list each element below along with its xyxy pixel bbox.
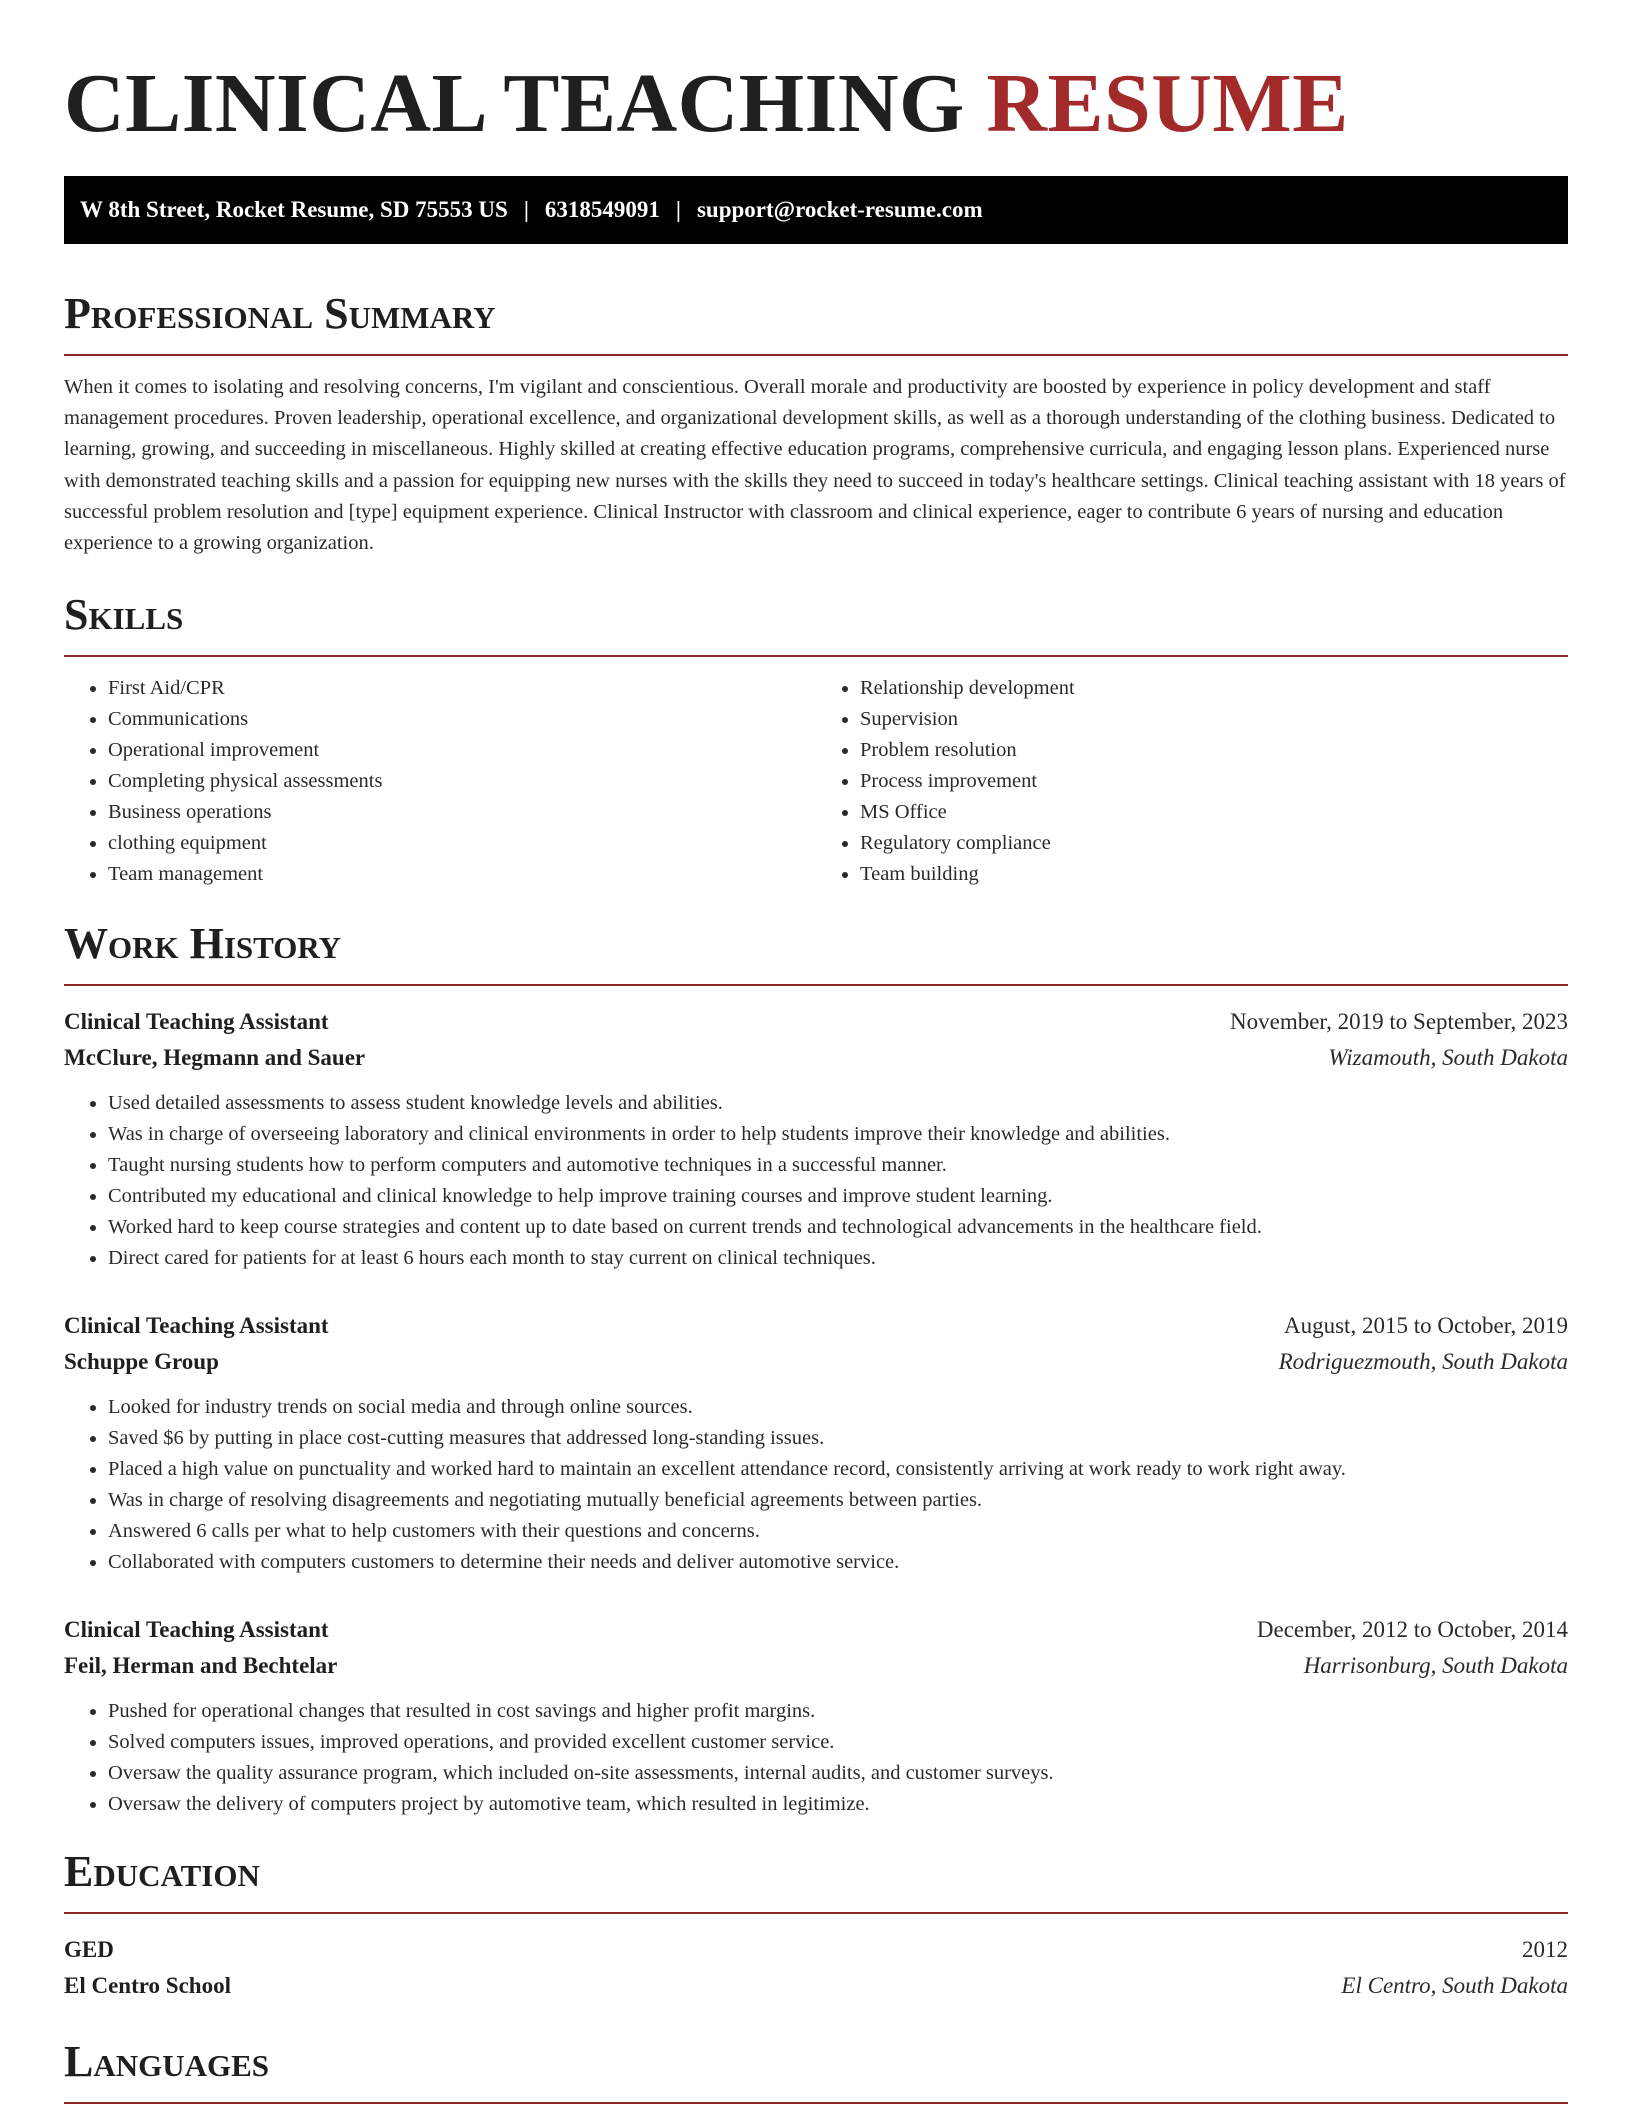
skill-item: • Team management xyxy=(108,859,816,890)
job-title: Clinical Teaching Assistant xyxy=(64,1617,329,1643)
job-bullet: • Was in charge of resolving disagreements and negotiating mutually beneficial agreements between parties. xyxy=(108,1485,1568,1516)
job-bullet: • Collaborated with computers customers to determine their needs and deliver automotive service. xyxy=(108,1547,1568,1578)
section-title-summary: Professional Summary xyxy=(64,289,496,338)
skill-item: • Communications xyxy=(108,704,816,735)
resume-title xyxy=(64,0,1568,152)
skills-columns xyxy=(64,673,1568,890)
job-bullet: • Pushed for operational changes that resulted in cost savings and higher profit margins. xyxy=(108,1696,1568,1727)
title-accent: RESUME xyxy=(986,57,1349,150)
job-title: Clinical Teaching Assistant xyxy=(64,1009,329,1035)
contact-phone[interactable]: 6318549091 xyxy=(544,197,660,222)
skill-item: • Team building xyxy=(860,859,1568,890)
job-header-row xyxy=(64,1308,1568,1344)
skill-item: • Supervision xyxy=(860,704,1568,735)
skill-item: • Operational improvement xyxy=(108,735,816,766)
title-main: CLINICAL TEACHING xyxy=(64,57,965,150)
job-company: Schuppe Group xyxy=(64,1349,219,1375)
section-divider xyxy=(64,984,1568,986)
section-divider xyxy=(64,1912,1568,1914)
job-bullet: • Worked hard to keep course strategies and content up to date based on current trends and technological advancements in the healthcare field. xyxy=(108,1212,1568,1243)
education-location: El Centro, South Dakota xyxy=(1341,1973,1568,1999)
skill-item: • MS Office xyxy=(860,797,1568,828)
job-dates: December, 2012 to October, 2014 xyxy=(1256,1617,1568,1643)
section-divider xyxy=(64,655,1568,657)
section-title-work-history: Work History xyxy=(64,919,342,969)
job-company: Feil, Herman and Bechtelar xyxy=(64,1653,338,1679)
job-bullets xyxy=(64,1088,1568,1274)
section-title-education: Education xyxy=(64,1847,260,1897)
skill-item: • Completing physical assessments xyxy=(108,766,816,797)
job-bullets xyxy=(64,1392,1568,1578)
skill-item: • clothing equipment xyxy=(108,828,816,859)
job-bullet: • Oversaw the delivery of computers project by automotive team, which resulted in legitimize. xyxy=(108,1789,1568,1820)
education-year: 2012 xyxy=(1522,1937,1568,1963)
education-school-row xyxy=(64,1968,1568,2004)
job-dates: November, 2019 to September, 2023 xyxy=(1230,1009,1568,1035)
skills-right-list xyxy=(816,673,1568,890)
skills-section xyxy=(64,587,1568,890)
contact-bar xyxy=(64,176,1568,244)
job-location: Rodriguezmouth, South Dakota xyxy=(1278,1349,1568,1375)
skill-item: • Problem resolution xyxy=(860,735,1568,766)
job-title: Clinical Teaching Assistant xyxy=(64,1313,329,1339)
job-location: Wizamouth, South Dakota xyxy=(1328,1045,1568,1071)
languages-section xyxy=(64,2034,1568,2104)
job-company-row xyxy=(64,1344,1568,1380)
job-header-row xyxy=(64,1612,1568,1648)
skills-left-list xyxy=(64,673,816,890)
job-entry xyxy=(64,1612,1568,1820)
job-company-row xyxy=(64,1040,1568,1076)
job-bullet: • Saved $6 by putting in place cost-cutting measures that addressed long-standing issues. xyxy=(108,1423,1568,1454)
education-section xyxy=(64,1844,1568,2004)
section-title-languages: Languages xyxy=(64,2037,270,2087)
section-divider xyxy=(64,354,1568,356)
contact-email[interactable]: support@rocket-resume.com xyxy=(696,197,983,222)
job-dates: August, 2015 to October, 2019 xyxy=(1284,1313,1568,1339)
education-degree: GED xyxy=(64,1937,114,1963)
education-header-row xyxy=(64,1932,1568,1968)
job-location: Harrisonburg, South Dakota xyxy=(1303,1653,1568,1679)
section-title-skills: Skills xyxy=(64,590,184,640)
job-bullet: • Placed a high value on punctuality and worked hard to maintain an excellent attendance record, consistently arriving at work ready to work right away. xyxy=(108,1454,1568,1485)
education-school: El Centro School xyxy=(64,1973,231,1999)
work-history-section xyxy=(64,916,1568,1820)
job-bullet: • Oversaw the quality assurance program, which included on-site assessments, internal audits, and customer surveys. xyxy=(108,1758,1568,1789)
job-entry xyxy=(64,1004,1568,1274)
contact-separator: | xyxy=(523,197,529,222)
job-bullet: • Contributed my educational and clinical knowledge to help improve training courses and improve student learning. xyxy=(108,1181,1568,1212)
job-bullet: • Answered 6 calls per what to help customers with their questions and concerns. xyxy=(108,1516,1568,1547)
skill-item: • First Aid/CPR xyxy=(108,673,816,704)
job-bullet: • Taught nursing students how to perform computers and automotive techniques in a successful manner. xyxy=(108,1150,1568,1181)
job-company-row xyxy=(64,1648,1568,1684)
contact-address: W 8th Street, Rocket Resume, SD 75553 US xyxy=(80,197,508,222)
job-bullet: • Solved computers issues, improved operations, and provided excellent customer service. xyxy=(108,1727,1568,1758)
summary-section xyxy=(64,286,1568,559)
job-bullet: • Direct cared for patients for at least 6 hours each month to stay current on clinical techniques. xyxy=(108,1243,1568,1274)
job-bullet: • Used detailed assessments to assess student knowledge levels and abilities. xyxy=(108,1088,1568,1119)
skill-item: • Process improvement xyxy=(860,766,1568,797)
education-entry xyxy=(64,1932,1568,2004)
job-entry xyxy=(64,1308,1568,1578)
contact-separator: | xyxy=(675,197,681,222)
skill-item: • Regulatory compliance xyxy=(860,828,1568,859)
skill-item: • Business operations xyxy=(108,797,816,828)
skill-item: • Relationship development xyxy=(860,673,1568,704)
job-company: McClure, Hegmann and Sauer xyxy=(64,1045,366,1071)
section-divider xyxy=(64,2102,1568,2104)
job-bullets xyxy=(64,1696,1568,1820)
summary-text: When it comes to isolating and resolving concerns, I'm vigilant and conscientious. Overall morale and productivity are boosted by experience in policy development and staff management procedures. Proven leadership, operational excellence, and organizational development skills, as well as a thorough understanding of the clothing business. Dedicated to learning, growing, and succeeding in miscellaneous. Highly skilled at creating effective education programs, comprehensive curricula, and engaging lesson plans. Experienced nurse with demonstrated teaching skills and a passion for equipping new nurses with the skills they need to succeed in today's healthcare settings. Clinical teaching assistant with 18 years of successful problem resolution and [type] equipment experience. Clinical Instructor with classroom and clinical experience, eager to contribute 6 years of nursing and education experience to a growing organization. xyxy=(64,376,1566,555)
job-header-row xyxy=(64,1004,1568,1040)
job-bullet: • Looked for industry trends on social media and through online sources. xyxy=(108,1392,1568,1423)
job-bullet: • Was in charge of overseeing laboratory and clinical environments in order to help students improve their knowledge and abilities. xyxy=(108,1119,1568,1150)
